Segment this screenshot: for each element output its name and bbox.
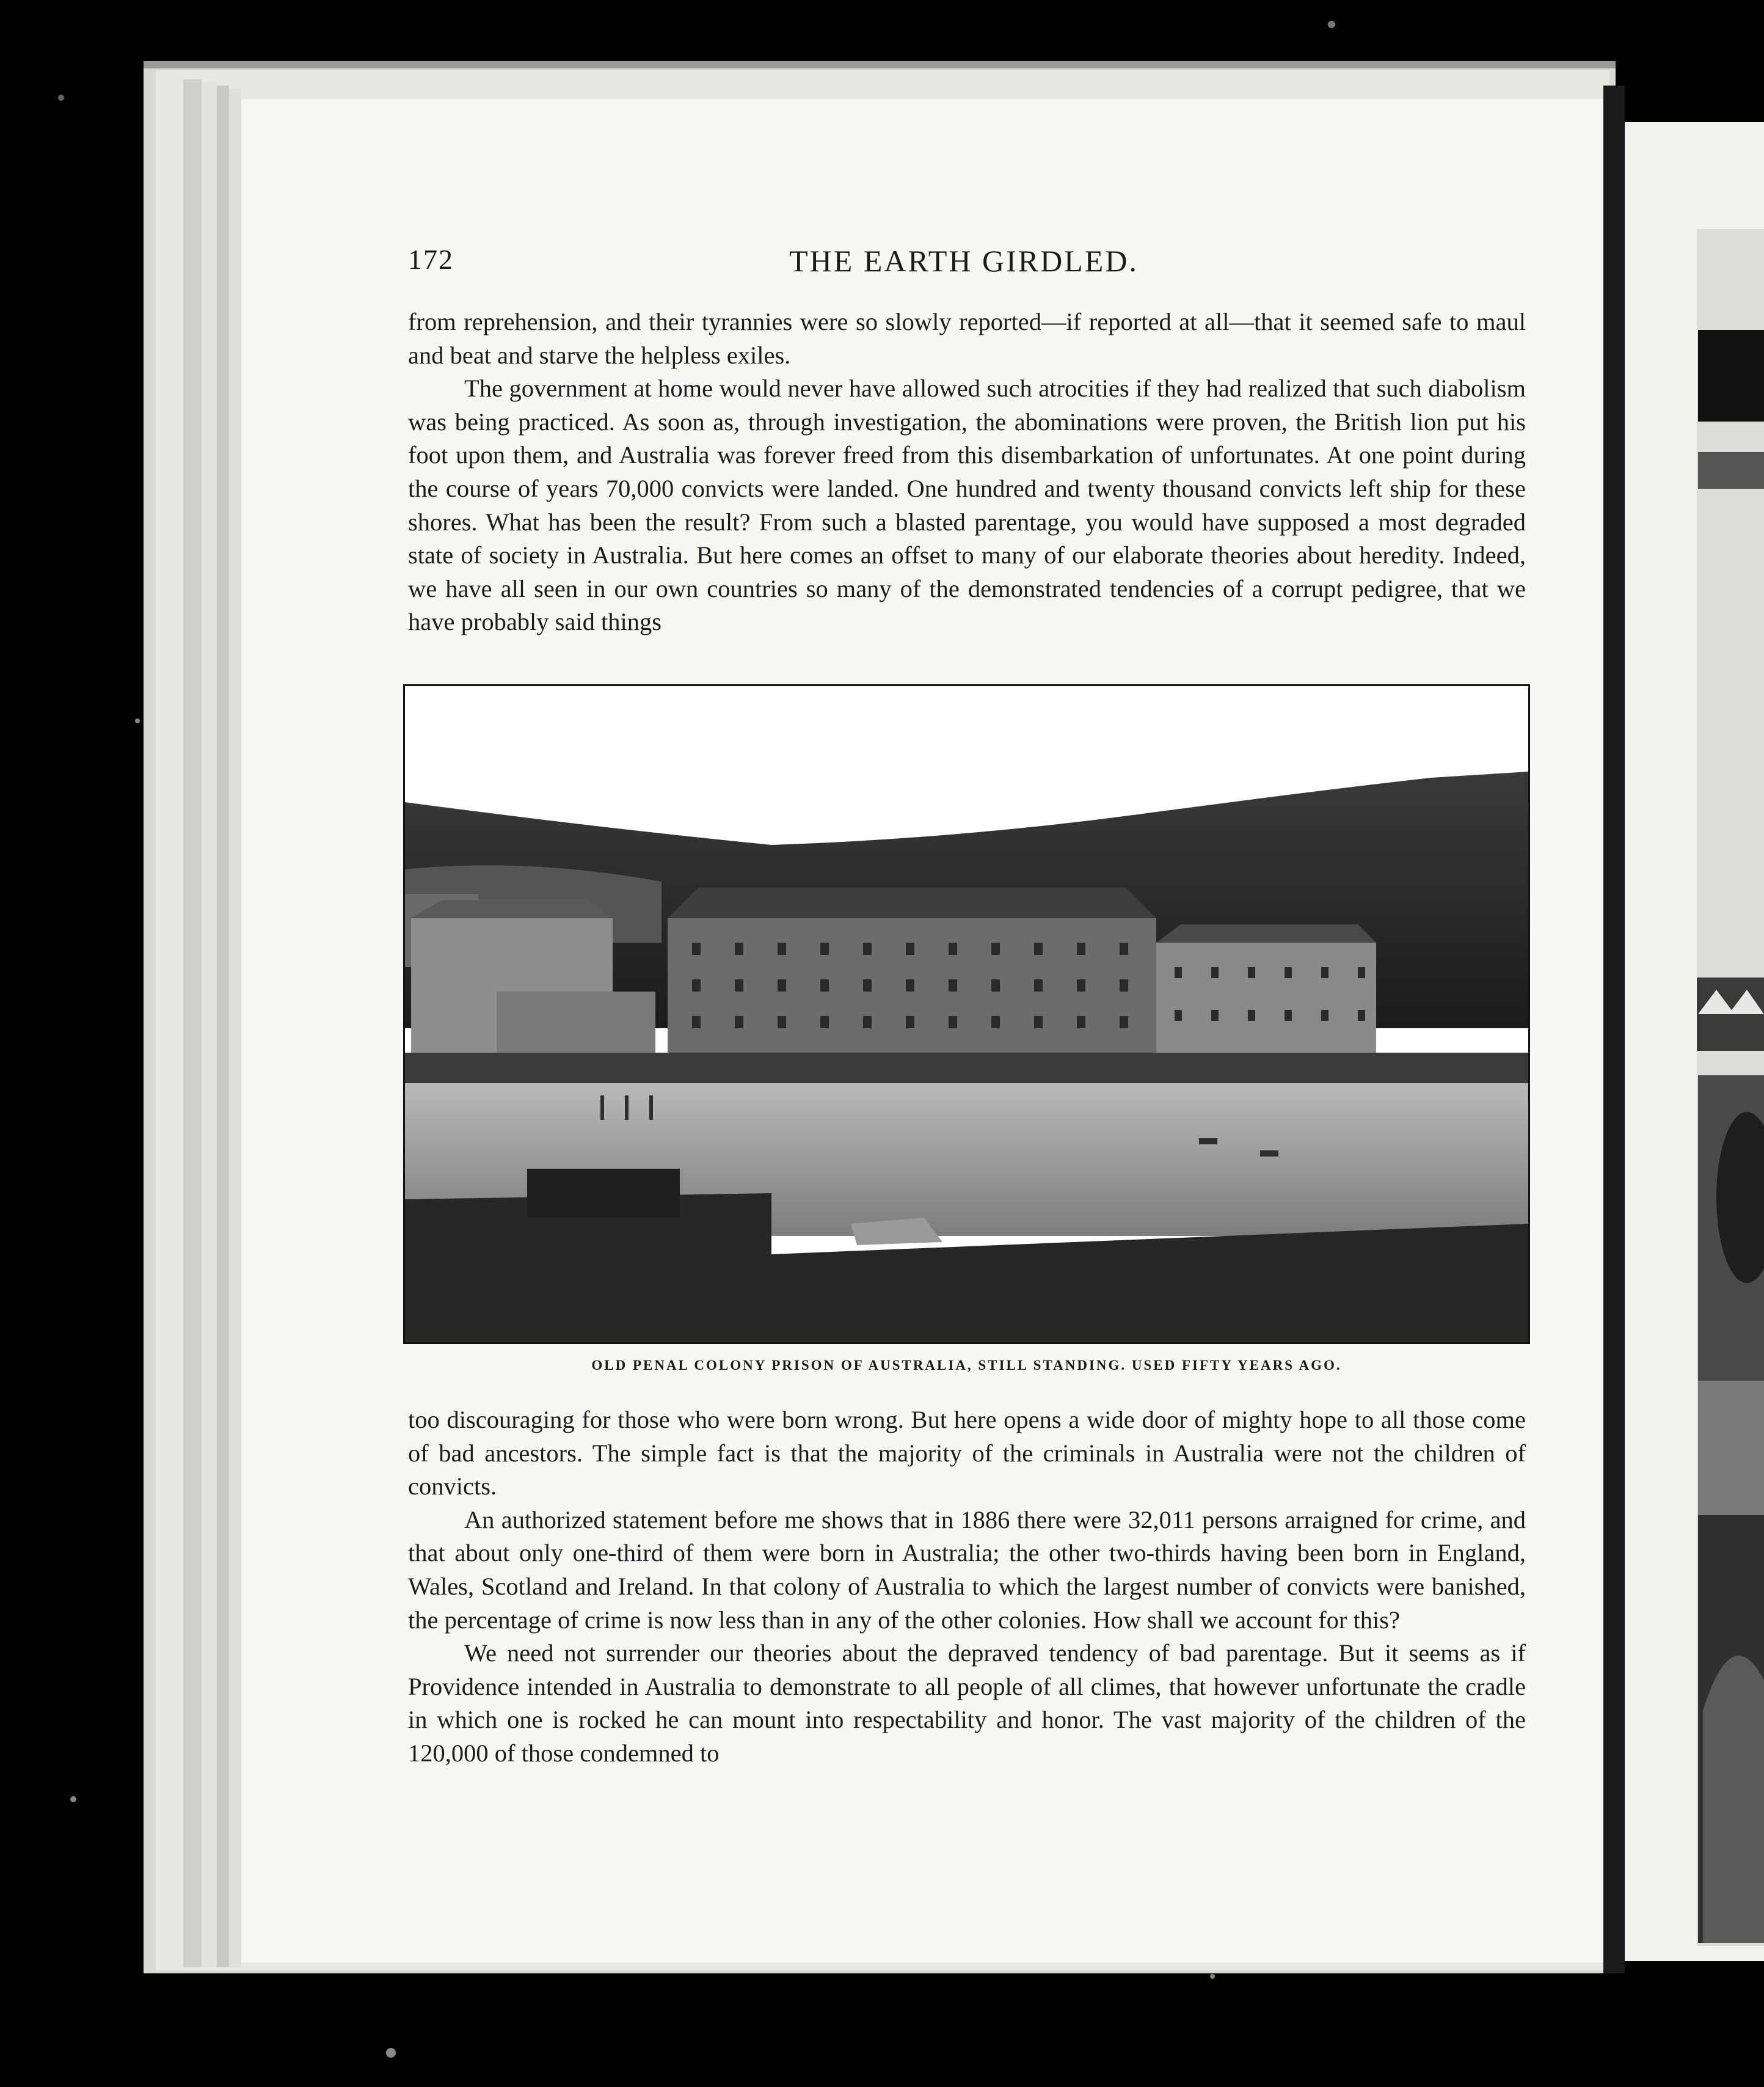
photograph-penal-colony-prison <box>403 684 1530 1344</box>
page-number: 172 <box>408 244 454 275</box>
paragraph: The government at home would never have allowed such atrocities if they had realized that such diabolism was being practiced. As soon as, through investigation, the abominations were proven, the British lion put his foot upon them, and Australia was forever freed from this disembarkation of unfortunates. At one point during the course of years 70,000 convicts were landed. One hundred and twenty thousand convicts left ship for these shores. What has been the result? From such a blasted parentage, you would have supposed a most degraded state of society in Australia. But here comes an offset to many of our elaborate theories about heredity. Indeed, we have all seen in our own countries so many of the demonstrated tendencies of a corrupt pedigree, that we have probably said things <box>408 375 1526 636</box>
facing-page-illustration <box>1625 122 1764 1961</box>
facing-page-sliver <box>1625 122 1764 1961</box>
paragraph: An authorized statement before me shows that in 1886 there were 32,011 persons arraigned for crime, and that about only one-third of them were born in Australia; the other two-thirds having been born in England, Wales, Scotland and Ireland. In that colony of Australia to which the largest number of convicts were banished, the percentage of crime is now less than in any of the other colonies. How shall we account for this? <box>408 1505 1526 1634</box>
figure-caption: OLD PENAL COLONY PRISON OF AUSTRALIA, STILL STANDING. USED FIFTY YEARS AGO. <box>591 1358 1342 1373</box>
paragraph: from reprehension, and their tyrannies were so slowly reported—if reported at all—that it seemed safe to maul and beat and starve the helpless exiles. <box>408 308 1526 369</box>
body-text-top <box>408 305 1526 639</box>
prison-photo-illustration <box>405 686 1528 1342</box>
body-text-bottom <box>408 1403 1526 1771</box>
paragraph: too discouraging for those who were born wrong. But here opens a wide door of mighty hope to all those come of bad ancestors. The simple fact is that the majority of the criminals in Australia were not the children of convicts. <box>408 1406 1526 1500</box>
running-head <box>408 243 1520 286</box>
paragraph: We need not surrender our theories about the depraved tendency of bad parentage. But it seems as if Providence intended in Australia to demonstrate to all people of all climes, that however unfortunate the cradle in which one is rocked he can mount into respectability and honor. The vast majority of the children of the 120,000 of those condemned to <box>408 1639 1526 1767</box>
running-title: THE EARTH GIRDLED. <box>789 244 1139 278</box>
